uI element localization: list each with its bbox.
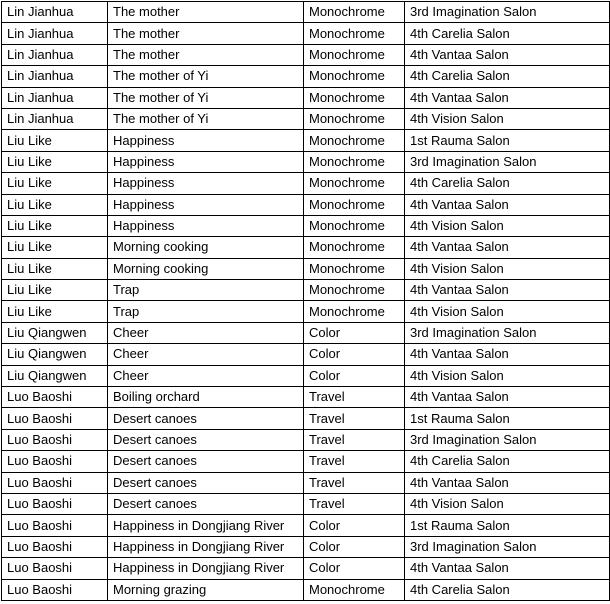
salon-cell: 4th Carelia Salon — [405, 66, 610, 87]
category-cell: Color — [304, 365, 405, 386]
category-cell: Travel — [304, 387, 405, 408]
table-row — [2, 23, 610, 44]
author-cell: Luo Baoshi — [2, 536, 108, 557]
table-row — [2, 258, 610, 279]
author-cell: Lin Jianhua — [2, 108, 108, 129]
title-cell: The mother — [108, 2, 304, 23]
salon-cell: 4th Carelia Salon — [405, 23, 610, 44]
salon-cell: 4th Vantaa Salon — [405, 237, 610, 258]
title-cell: Morning cooking — [108, 237, 304, 258]
author-cell: Luo Baoshi — [2, 515, 108, 536]
category-cell: Travel — [304, 408, 405, 429]
table-row — [2, 429, 610, 450]
title-cell: The mother — [108, 44, 304, 65]
category-cell: Monochrome — [304, 173, 405, 194]
title-cell: Cheer — [108, 344, 304, 365]
category-cell: Monochrome — [304, 87, 405, 108]
table-row — [2, 322, 610, 343]
category-cell: Monochrome — [304, 2, 405, 23]
author-cell: Lin Jianhua — [2, 66, 108, 87]
category-cell: Travel — [304, 493, 405, 514]
salon-cell: 4th Vantaa Salon — [405, 558, 610, 579]
title-cell: Happiness — [108, 215, 304, 236]
table-row — [2, 536, 610, 557]
table-row — [2, 472, 610, 493]
title-cell: Desert canoes — [108, 451, 304, 472]
title-cell: The mother of Yi — [108, 66, 304, 87]
salon-cell: 3rd Imagination Salon — [405, 429, 610, 450]
salon-cell: 4th Vision Salon — [405, 215, 610, 236]
salon-cell: 4th Vantaa Salon — [405, 472, 610, 493]
title-cell: Boiling orchard — [108, 387, 304, 408]
category-cell: Monochrome — [304, 215, 405, 236]
table-row — [2, 151, 610, 172]
author-cell: Liu Like — [2, 215, 108, 236]
salon-cell: 3rd Imagination Salon — [405, 151, 610, 172]
category-cell: Monochrome — [304, 66, 405, 87]
salon-cell: 3rd Imagination Salon — [405, 536, 610, 557]
title-cell: Happiness — [108, 151, 304, 172]
title-cell: The mother — [108, 23, 304, 44]
author-cell: Luo Baoshi — [2, 429, 108, 450]
salon-cell: 4th Vantaa Salon — [405, 280, 610, 301]
title-cell: Cheer — [108, 322, 304, 343]
title-cell: Morning grazing — [108, 579, 304, 600]
salon-cell: 3rd Imagination Salon — [405, 2, 610, 23]
title-cell: Desert canoes — [108, 472, 304, 493]
salon-cell: 4th Carelia Salon — [405, 173, 610, 194]
table-row — [2, 493, 610, 514]
category-cell: Color — [304, 515, 405, 536]
title-cell: Desert canoes — [108, 429, 304, 450]
category-cell: Monochrome — [304, 130, 405, 151]
title-cell: Trap — [108, 280, 304, 301]
author-cell: Liu Like — [2, 280, 108, 301]
table-row — [2, 280, 610, 301]
category-cell: Monochrome — [304, 280, 405, 301]
author-cell: Lin Jianhua — [2, 44, 108, 65]
category-cell: Color — [304, 344, 405, 365]
category-cell: Monochrome — [304, 23, 405, 44]
salon-cell: 4th Vision Salon — [405, 301, 610, 322]
title-cell: Morning cooking — [108, 258, 304, 279]
author-cell: Liu Like — [2, 173, 108, 194]
author-cell: Liu Like — [2, 194, 108, 215]
author-cell: Liu Qiangwen — [2, 322, 108, 343]
category-cell: Color — [304, 536, 405, 557]
author-cell: Luo Baoshi — [2, 408, 108, 429]
category-cell: Travel — [304, 451, 405, 472]
title-cell: Happiness — [108, 194, 304, 215]
salon-cell: 4th Vision Salon — [405, 258, 610, 279]
table-row — [2, 173, 610, 194]
salon-cell: 4th Carelia Salon — [405, 579, 610, 600]
author-cell: Liu Like — [2, 258, 108, 279]
category-cell: Monochrome — [304, 258, 405, 279]
table-row — [2, 66, 610, 87]
table-row — [2, 344, 610, 365]
table-row — [2, 365, 610, 386]
category-cell: Color — [304, 322, 405, 343]
salon-cell: 4th Vision Salon — [405, 365, 610, 386]
author-cell: Liu Like — [2, 301, 108, 322]
salon-cell: 1st Rauma Salon — [405, 408, 610, 429]
author-cell: Luo Baoshi — [2, 579, 108, 600]
table-row — [2, 408, 610, 429]
author-cell: Luo Baoshi — [2, 387, 108, 408]
salon-cell: 4th Vantaa Salon — [405, 194, 610, 215]
table-row — [2, 130, 610, 151]
category-cell: Monochrome — [304, 151, 405, 172]
author-cell: Luo Baoshi — [2, 558, 108, 579]
table-row — [2, 2, 610, 23]
author-cell: Liu Like — [2, 237, 108, 258]
title-cell: Desert canoes — [108, 408, 304, 429]
author-cell: Lin Jianhua — [2, 87, 108, 108]
table-row — [2, 237, 610, 258]
table-row — [2, 451, 610, 472]
table-row — [2, 387, 610, 408]
table-row — [2, 108, 610, 129]
title-cell: Trap — [108, 301, 304, 322]
salon-cell: 4th Vantaa Salon — [405, 44, 610, 65]
category-cell: Monochrome — [304, 108, 405, 129]
table-row — [2, 301, 610, 322]
table-row — [2, 215, 610, 236]
results-table — [1, 1, 610, 601]
author-cell: Liu Like — [2, 130, 108, 151]
category-cell: Travel — [304, 472, 405, 493]
title-cell: The mother of Yi — [108, 108, 304, 129]
table-row — [2, 194, 610, 215]
salon-cell: 1st Rauma Salon — [405, 515, 610, 536]
title-cell: Happiness in Dongjiang River — [108, 558, 304, 579]
table-row — [2, 515, 610, 536]
title-cell: Desert canoes — [108, 493, 304, 514]
category-cell: Color — [304, 558, 405, 579]
author-cell: Lin Jianhua — [2, 2, 108, 23]
category-cell: Monochrome — [304, 237, 405, 258]
author-cell: Liu Like — [2, 151, 108, 172]
title-cell: Happiness in Dongjiang River — [108, 515, 304, 536]
table-row — [2, 44, 610, 65]
title-cell: Happiness — [108, 173, 304, 194]
category-cell: Monochrome — [304, 44, 405, 65]
author-cell: Lin Jianhua — [2, 23, 108, 44]
author-cell: Luo Baoshi — [2, 451, 108, 472]
author-cell: Liu Qiangwen — [2, 365, 108, 386]
salon-cell: 3rd Imagination Salon — [405, 322, 610, 343]
table-row — [2, 558, 610, 579]
title-cell: The mother of Yi — [108, 87, 304, 108]
category-cell: Travel — [304, 429, 405, 450]
category-cell: Monochrome — [304, 194, 405, 215]
title-cell: Happiness — [108, 130, 304, 151]
title-cell: Cheer — [108, 365, 304, 386]
category-cell: Monochrome — [304, 301, 405, 322]
author-cell: Luo Baoshi — [2, 472, 108, 493]
category-cell: Monochrome — [304, 579, 405, 600]
table-row — [2, 87, 610, 108]
salon-cell: 4th Vantaa Salon — [405, 87, 610, 108]
salon-cell: 4th Vantaa Salon — [405, 344, 610, 365]
author-cell: Luo Baoshi — [2, 493, 108, 514]
salon-cell: 4th Vision Salon — [405, 108, 610, 129]
salon-cell: 4th Vantaa Salon — [405, 387, 610, 408]
salon-cell: 4th Carelia Salon — [405, 451, 610, 472]
salon-cell: 1st Rauma Salon — [405, 130, 610, 151]
table-row — [2, 579, 610, 600]
table-body — [2, 2, 610, 601]
salon-cell: 4th Vision Salon — [405, 493, 610, 514]
author-cell: Liu Qiangwen — [2, 344, 108, 365]
title-cell: Happiness in Dongjiang River — [108, 536, 304, 557]
